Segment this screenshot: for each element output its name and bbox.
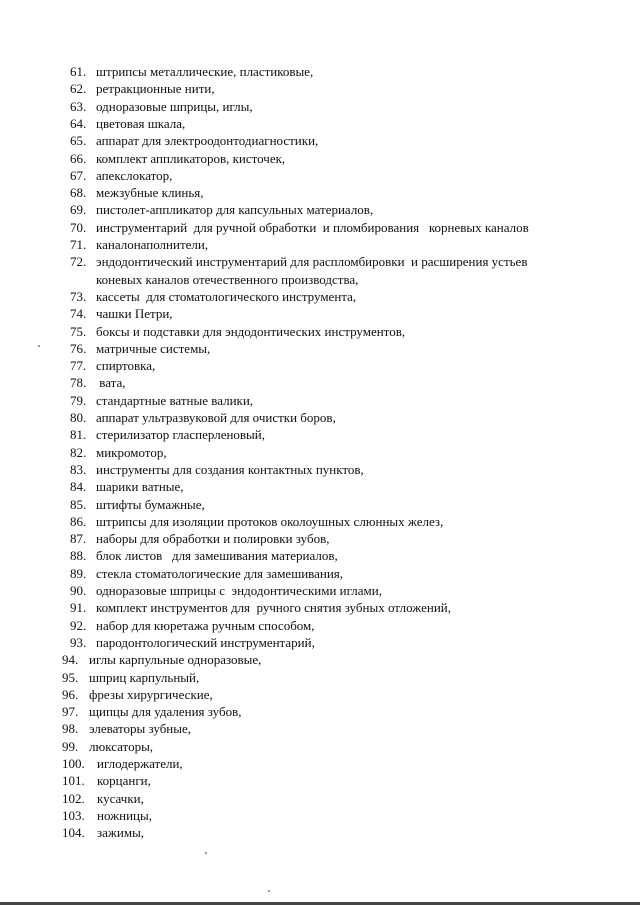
item-number: 84. <box>70 479 87 494</box>
item-text: шарики ватные, <box>96 479 184 494</box>
item-text: ретракционные нити, <box>96 81 215 96</box>
item-number: 104. <box>62 825 85 840</box>
item-number: 64. <box>70 116 87 131</box>
item-text: элеваторы зубные, <box>89 721 192 736</box>
item-number: 101. <box>62 773 85 788</box>
item-number: 62. <box>70 81 87 96</box>
item-text: блок листов для замешивания материалов, <box>96 548 338 563</box>
item-text: комплект аппликаторов, кисточек, <box>96 151 286 166</box>
item-text: стандартные ватные валики, <box>96 393 254 408</box>
item-number: 81. <box>70 427 87 442</box>
item-text: инструментарий для ручной обработки и пломбирования корневых каналов <box>96 220 529 235</box>
item-text: апекслокатор, <box>96 168 173 183</box>
item-number: 103. <box>62 808 85 823</box>
item-text: штифты бумажные, <box>96 497 205 512</box>
item-text: набор для кюретажа ручным способом, <box>96 618 315 633</box>
item-number: 95. <box>62 670 79 685</box>
item-number: 76. <box>70 341 87 356</box>
item-text: стерилизатор гласперленовый, <box>96 427 265 442</box>
item-number: 75. <box>70 324 87 339</box>
item-text: штрипсы для изоляции протоков околоушных слюнных желез, <box>96 514 444 529</box>
item-number: 89. <box>70 566 87 581</box>
item-number: 80. <box>70 410 87 425</box>
item-number: 70. <box>70 220 87 235</box>
item-text: стекла стоматологические для замешивания, <box>96 566 344 581</box>
item-text: боксы и подставки для эндодонтических инструментов, <box>96 324 406 339</box>
item-text: фрезы хирургические, <box>89 687 213 702</box>
item-number: 88. <box>70 548 87 563</box>
item-number: 87. <box>70 531 87 546</box>
item-text: спиртовка, <box>96 358 156 373</box>
item-text: штрипсы металлические, пластиковые, <box>96 64 314 79</box>
item-text: эндодонтический инструментарий для распломбировки и расширения устьев <box>96 254 528 269</box>
item-number: 74. <box>70 306 87 321</box>
item-number: 72. <box>70 254 87 269</box>
item-number: 82. <box>70 445 87 460</box>
item-text: кусачки, <box>97 791 144 806</box>
item-text: кассеты для стоматологического инструмента, <box>96 289 357 304</box>
item-number: 92. <box>70 618 87 633</box>
item-text: пародонтологический инструментарий, <box>96 635 315 650</box>
item-number: 99. <box>62 739 79 754</box>
item-number: 65. <box>70 133 87 148</box>
item-text: микромотор, <box>96 445 167 460</box>
scan-speck <box>205 852 207 854</box>
item-text: щипцы для удаления зубов, <box>89 704 242 719</box>
item-number: 94. <box>62 652 79 667</box>
item-text: комплект инструментов для ручного снятия зубных отложений, <box>96 600 451 615</box>
item-number: 78. <box>70 375 87 390</box>
item-text: каналонаполнители, <box>96 237 209 252</box>
item-text: иглы карпульные одноразовые, <box>89 652 262 667</box>
item-text: шприц карпульный, <box>89 670 200 685</box>
item-number: 86. <box>70 514 87 529</box>
item-text: матричные системы, <box>96 341 211 356</box>
item-number: 83. <box>70 462 87 477</box>
item-text: межзубные клинья, <box>96 185 204 200</box>
item-number: 97. <box>62 704 79 719</box>
item-number: 61. <box>70 64 87 79</box>
item-number: 71. <box>70 237 87 252</box>
item-number: 67. <box>70 168 87 183</box>
item-number: 68. <box>70 185 87 200</box>
item-number: 77. <box>70 358 87 373</box>
item-number: 100. <box>62 756 85 771</box>
item-text: аппарат ультразвуковой для очистки боров, <box>96 410 336 425</box>
item-text: ножницы, <box>97 808 152 823</box>
list-item-continuation: коневых каналов отечественного производства, <box>96 272 359 287</box>
item-number: 79. <box>70 393 87 408</box>
item-number: 63. <box>70 99 87 114</box>
item-text: люксаторы, <box>89 739 154 754</box>
item-number: 91. <box>70 600 87 615</box>
item-number: 69. <box>70 202 87 217</box>
item-number: 73. <box>70 289 87 304</box>
item-text: одноразовые шприцы с эндодонтическими иглами, <box>96 583 382 598</box>
scan-speck <box>38 345 40 347</box>
item-text: наборы для обработки и полировки зубов, <box>96 531 330 546</box>
item-text: зажимы, <box>97 825 145 840</box>
item-text: цветовая шкала, <box>96 116 186 131</box>
item-number: 93. <box>70 635 87 650</box>
item-text: пистолет-аппликатор для капсульных материалов, <box>96 202 374 217</box>
item-number: 98. <box>62 721 79 736</box>
item-number: 90. <box>70 583 87 598</box>
item-text: вата, <box>96 375 126 390</box>
item-text: инструменты для создания контактных пунктов, <box>96 462 364 477</box>
item-text: одноразовые шприцы, иглы, <box>96 99 253 114</box>
item-text: иглодержатели, <box>97 756 183 771</box>
scan-speck <box>268 890 270 892</box>
item-text: корцанги, <box>97 773 151 788</box>
item-number: 85. <box>70 497 87 512</box>
item-text: чашки Петри, <box>96 306 173 321</box>
item-number: 96. <box>62 687 79 702</box>
item-number: 102. <box>62 791 85 806</box>
item-text: аппарат для электроодонтодиагностики, <box>96 133 319 148</box>
item-number: 66. <box>70 151 87 166</box>
